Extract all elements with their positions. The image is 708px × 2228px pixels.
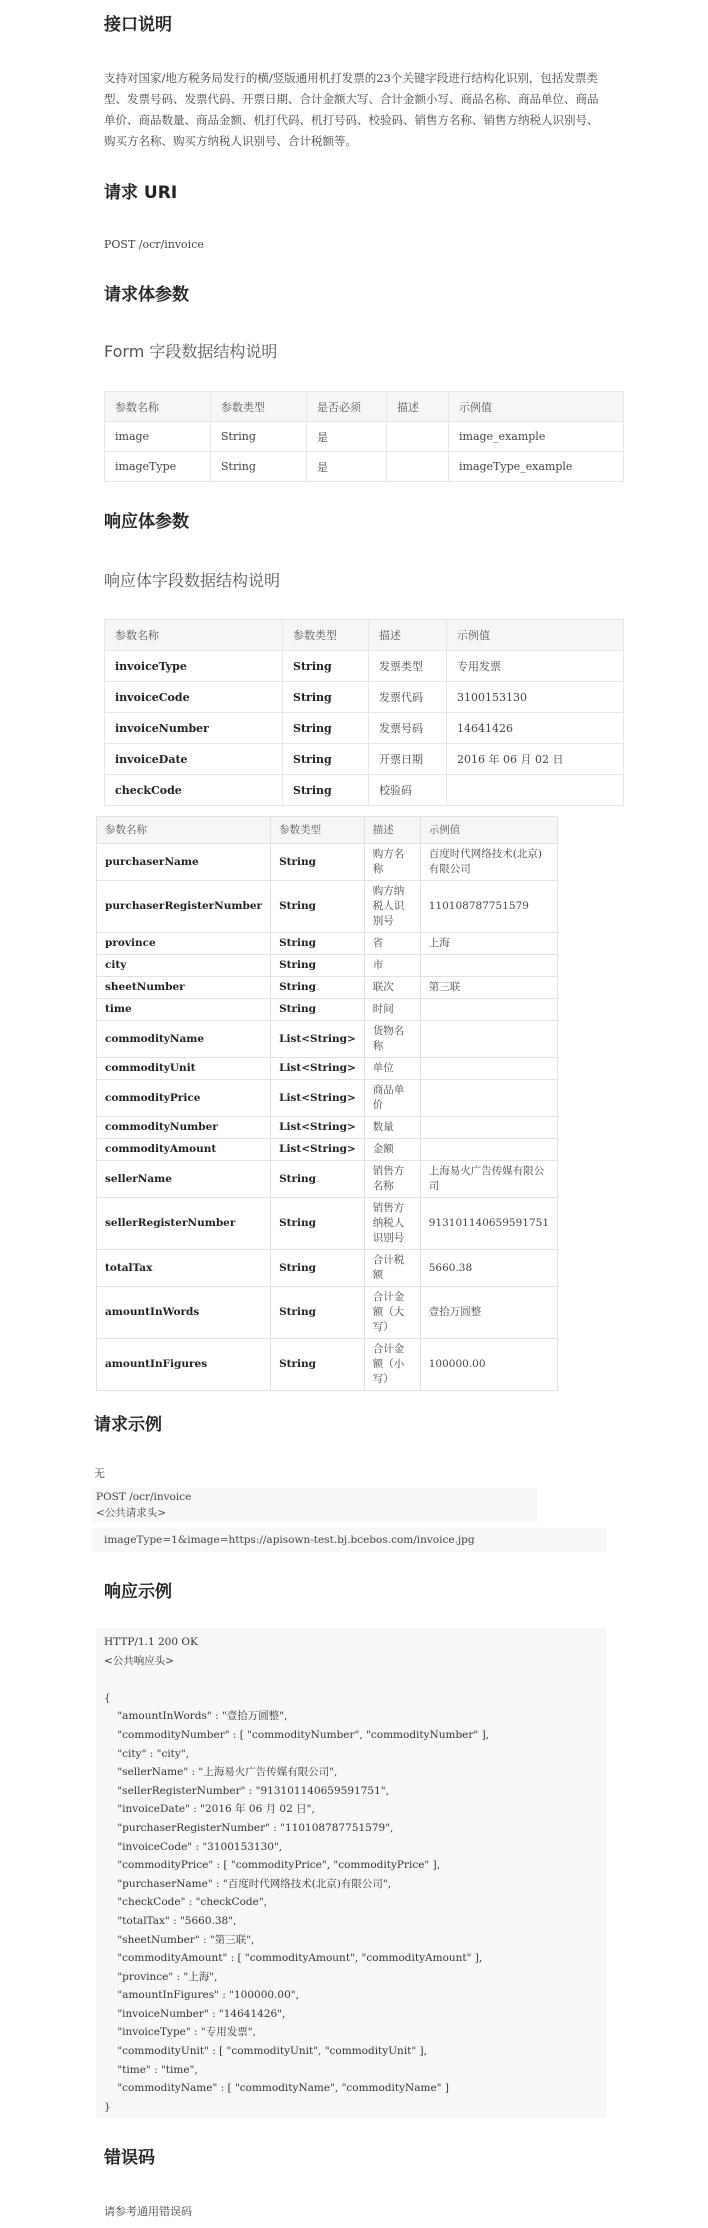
table-row [97, 999, 558, 1021]
intro-heading: 接口说明 [104, 15, 172, 35]
response-body-table-continued [96, 816, 558, 1391]
column-header: 参数类型 [271, 817, 365, 844]
table-row [97, 955, 558, 977]
request-header-block [92, 1488, 538, 1522]
param-name: sellerRegisterNumber [97, 1198, 271, 1250]
request-example-body: imageType=1&image=https://apisown-test.bj.bcebos.com/invoice.jpg [104, 1534, 475, 1546]
table-row [97, 933, 558, 955]
param-description: 发票代码 [369, 682, 447, 713]
param-example: 110108787751579 [420, 881, 557, 933]
request-body-table [104, 391, 624, 482]
table-header-row [105, 620, 624, 651]
column-header: 参数类型 [283, 620, 369, 651]
table-row [97, 1161, 558, 1198]
table-row [97, 977, 558, 999]
param-description: 校验码 [369, 775, 447, 806]
param-example: 913101140659591751 [420, 1198, 557, 1250]
param-description: 发票号码 [369, 713, 447, 744]
param-description: 单位 [364, 1058, 420, 1080]
param-type: String [283, 651, 369, 682]
param-example: 专用发票 [447, 651, 624, 682]
param-example: 5660.38 [420, 1250, 557, 1287]
table-row [105, 775, 624, 806]
table-header-row [105, 392, 624, 422]
param-description: 合计金额（大写） [364, 1287, 420, 1339]
param-example: image_example [449, 422, 624, 452]
param-name: checkCode [105, 775, 283, 806]
param-name: province [97, 933, 271, 955]
table-row [97, 844, 558, 881]
param-example: 第三联 [420, 977, 557, 999]
table-header-row [97, 817, 558, 844]
param-description: 时间 [364, 999, 420, 1021]
param-description: 合计金额（小写） [364, 1339, 420, 1391]
param-name: sheetNumber [97, 977, 271, 999]
response-example-block [96, 1628, 606, 2118]
column-header: 示例值 [449, 392, 624, 422]
param-description: 开票日期 [369, 744, 447, 775]
param-name: sellerName [97, 1161, 271, 1198]
response-body-heading: 响应体参数 [104, 512, 189, 532]
column-header: 是否必须 [307, 392, 387, 422]
param-description: 发票类型 [369, 651, 447, 682]
param-description: 省 [364, 933, 420, 955]
param-example: 百度时代网络技术(北京)有限公司 [420, 844, 557, 881]
column-header: 参数名称 [97, 817, 271, 844]
param-description: 合计税额 [364, 1250, 420, 1287]
param-name: commodityUnit [97, 1058, 271, 1080]
param-name: purchaserRegisterNumber [97, 881, 271, 933]
param-type: String [283, 744, 369, 775]
param-type: List<String> [271, 1021, 365, 1058]
request-uri-value: POST /ocr/invoice [104, 238, 204, 251]
param-type: String [211, 422, 307, 452]
param-description: 销售方纳税人识别号 [364, 1198, 420, 1250]
intro-description: 支持对国家/地方税务局发行的横/竖版通用机打发票的23个关键字段进行结构化识别，包括发票类型、发票号码、发票代码、开票日期、合计金额大写、合计金额小写、商品名称、商品单位、商品单价、商品数量、商品金额、机打代码、机打号码、校验码、销售方名称、销售方纳税人识别号、购买方名称、购买方纳税人识别号、合计税额等。 [104, 71, 599, 148]
table-row [105, 422, 624, 452]
request-body-heading: 请求体参数 [104, 285, 189, 305]
request-example-line2: <公共请求头> [96, 1507, 167, 1519]
column-header: 参数类型 [211, 392, 307, 422]
table-row [97, 1250, 558, 1287]
param-type: String [283, 775, 369, 806]
param-type: String [271, 955, 365, 977]
request-uri-heading: 请求 URI [104, 183, 178, 203]
param-name: commodityName [97, 1021, 271, 1058]
table-row [97, 1198, 558, 1250]
param-description: 购方纳税人识别号 [364, 881, 420, 933]
param-description: 销售方名称 [364, 1161, 420, 1198]
request-example-line1: POST /ocr/invoice [96, 1491, 192, 1503]
param-description: 购方名称 [364, 844, 420, 881]
param-example [447, 775, 624, 806]
table-row [105, 682, 624, 713]
param-required: 是 [307, 422, 387, 452]
response-body-table [104, 619, 624, 806]
param-description: 数量 [364, 1117, 420, 1139]
param-type: String [271, 1161, 365, 1198]
param-example [420, 955, 557, 977]
param-name: image [105, 422, 211, 452]
param-example [420, 1021, 557, 1058]
column-header: 示例值 [447, 620, 624, 651]
param-type: String [271, 1198, 365, 1250]
param-description: 市 [364, 955, 420, 977]
column-header: 描述 [387, 392, 449, 422]
param-type: String [271, 1250, 365, 1287]
request-body-subheading: Form 字段数据结构说明 [104, 342, 278, 361]
param-example [420, 1139, 557, 1161]
param-type: String [271, 1287, 365, 1339]
param-description [387, 422, 449, 452]
param-name: amountInWords [97, 1287, 271, 1339]
column-header: 参数名称 [105, 620, 283, 651]
param-example [420, 999, 557, 1021]
table-row [97, 1339, 558, 1391]
param-name: purchaserName [97, 844, 271, 881]
param-name: time [97, 999, 271, 1021]
param-example: 上海 [420, 933, 557, 955]
param-type: List<String> [271, 1139, 365, 1161]
table-row [105, 713, 624, 744]
param-name: imageType [105, 452, 211, 482]
param-type: String [283, 713, 369, 744]
param-required: 是 [307, 452, 387, 482]
param-example [420, 1117, 557, 1139]
param-type: String [271, 1339, 365, 1391]
table-row [97, 1021, 558, 1058]
param-name: commodityAmount [97, 1139, 271, 1161]
param-example [420, 1058, 557, 1080]
table-row [97, 1287, 558, 1339]
param-description: 金额 [364, 1139, 420, 1161]
error-codes-heading: 错误码 [104, 2148, 155, 2168]
table-row [97, 881, 558, 933]
param-type: String [271, 999, 365, 1021]
request-body-block [92, 1528, 606, 1552]
param-example: 3100153130 [447, 682, 624, 713]
response-example-heading: 响应示例 [104, 1582, 172, 1602]
param-type: String [283, 682, 369, 713]
param-example: 上海易火广告传媒有限公司 [420, 1161, 557, 1198]
param-type: String [271, 881, 365, 933]
param-name: commodityPrice [97, 1080, 271, 1117]
param-name: city [97, 955, 271, 977]
param-name: commodityNumber [97, 1117, 271, 1139]
param-example: 2016 年 06 月 02 日 [447, 744, 624, 775]
param-description: 商品单价 [364, 1080, 420, 1117]
param-example: 100000.00 [420, 1339, 557, 1391]
column-header: 参数名称 [105, 392, 211, 422]
param-example: imageType_example [449, 452, 624, 482]
param-description: 联次 [364, 977, 420, 999]
param-example: 壹拾万圆整 [420, 1287, 557, 1339]
param-name: invoiceDate [105, 744, 283, 775]
param-type: String [271, 844, 365, 881]
column-header: 描述 [364, 817, 420, 844]
param-type: String [271, 977, 365, 999]
table-row [105, 744, 624, 775]
param-type: List<String> [271, 1080, 365, 1117]
request-example-none: 无 [94, 1467, 105, 1480]
response-body-subheading: 响应体字段数据结构说明 [104, 571, 281, 590]
response-example-code: HTTP/1.1 200 OK <公共响应头> { "amountInWords" : "壹拾万圆整", "commodityNumber" : [ "commodityNumber", "commodityNumber" ], "city" : "city", "sellerName" : "上海易火广告传媒有限公司", "sellerRegisterNumber" : "913101140659591751", "invoiceDate" : "2016 年 06 月 02 日", "purchaserRegisterNumber" : "110108787751579", "invoiceCode" : "3100153130", "commodityPrice" : [ "commodityPrice", "commodityPrice" ], "purchaserName" : "百度时代网络技术(北京)有限公司", "checkCode" : "checkCode", "totalTax" : "5660.38", "sheetNumber" : "第三联", "commodityAmount" : [ "commodityAmount", "commodityAmount" ], "province" : "上海", "amountInFigures" : "100000.00", "invoiceNumber" : "14641426", "invoiceType" : "专用发票", "commodityUnit" : [ "commodityUnit", "commodityUnit" ], "time" : "time", "commodityName" : [ "commodityName", "commodityName" ] } [104, 1636, 490, 2113]
param-name: invoiceType [105, 651, 283, 682]
table-row [97, 1058, 558, 1080]
param-type: String [211, 452, 307, 482]
column-header: 描述 [369, 620, 447, 651]
param-description [387, 452, 449, 482]
param-example: 14641426 [447, 713, 624, 744]
table-row [97, 1117, 558, 1139]
request-example-heading: 请求示例 [94, 1415, 162, 1435]
error-codes-text: 请参考通用错误码 [104, 2205, 192, 2218]
param-name: amountInFigures [97, 1339, 271, 1391]
param-description: 货物名称 [364, 1021, 420, 1058]
param-example [420, 1080, 557, 1117]
table-row [97, 1139, 558, 1161]
param-name: totalTax [97, 1250, 271, 1287]
column-header: 示例值 [420, 817, 557, 844]
param-type: List<String> [271, 1117, 365, 1139]
table-row [105, 452, 624, 482]
param-name: invoiceCode [105, 682, 283, 713]
table-row [97, 1080, 558, 1117]
param-name: invoiceNumber [105, 713, 283, 744]
param-type: List<String> [271, 1058, 365, 1080]
param-type: String [271, 933, 365, 955]
table-row [105, 651, 624, 682]
